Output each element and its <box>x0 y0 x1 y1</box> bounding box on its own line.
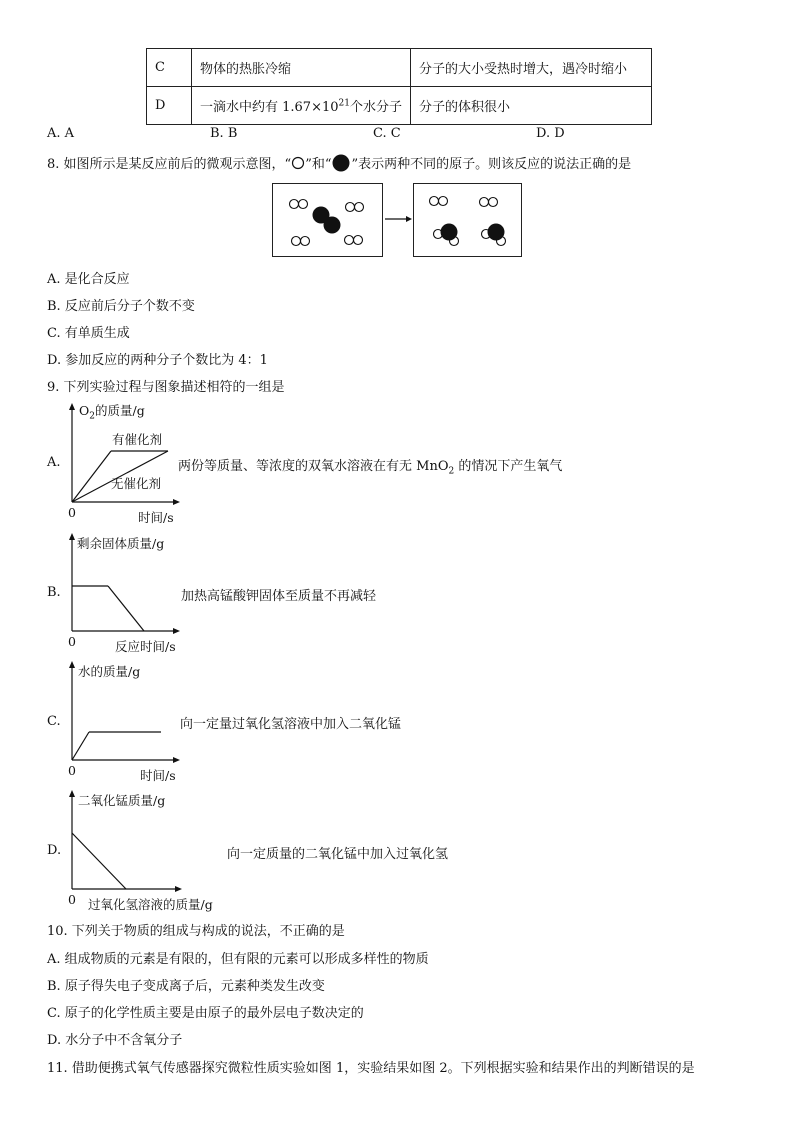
q11-stem: 11. 借助便携式氧气传感器探究微粒性质实验如图 1，实验结果如图 2。下列根据实验和结果作出的判断错误的是 <box>47 1061 695 1076</box>
q10-option-c: C. 原子的化学性质主要是由原子的最外层电子数决定的 <box>47 1006 364 1021</box>
graph-d-ylabel: 二氧化锰质量/g <box>78 793 166 808</box>
desc-text-end: 的情况下产生氧气 <box>454 459 563 474</box>
before-molecules <box>273 184 382 256</box>
q10-option-b: B. 原子得失电子变成离子后，元素种类发生改变 <box>47 979 325 994</box>
q8-option-b: B. 反应前后分子个数不变 <box>47 299 195 314</box>
q10-option-a: A. 组成物质的元素是有限的，但有限的元素可以形成多样性的物质 <box>47 952 429 967</box>
q8-stem <box>47 153 631 172</box>
graph-c-description: 向一定量过氧化氢溶液中加入二氧化锰 <box>180 717 402 732</box>
after-reaction-box <box>413 183 522 257</box>
q10-stem: 10. 下列关于物质的组成与构成的说法，不正确的是 <box>47 924 345 939</box>
graph-b-xlabel: 反应时间/s <box>115 639 176 654</box>
table-cell-option: C <box>147 49 192 87</box>
q8-option-c: C. 有单质生成 <box>47 326 130 341</box>
q7-choice-c: C. C <box>373 126 401 141</box>
q10-option-d: D. 水分子中不含氧分子 <box>47 1033 183 1048</box>
q8-stem-start: 8. 如图所示是某反应前后的微观示意图，“ <box>47 157 292 172</box>
graph-d-axes <box>65 788 190 898</box>
q7-choice-d: D. D <box>536 126 565 141</box>
q8-option-a: A. 是化合反应 <box>47 272 130 287</box>
q8-stem-end: ”表示两种不同的原子。则该反应的说法正确的是 <box>351 157 632 172</box>
graph-b-description: 加热高锰酸钾固体至质量不再减轻 <box>181 589 377 604</box>
reaction-arrow-icon <box>384 214 414 224</box>
q9-option-c-label: C. <box>47 714 61 729</box>
graph-d-description: 向一定质量的二氧化锰中加入过氧化氢 <box>227 847 449 862</box>
ylabel-text-end: 的质量/g <box>94 403 145 418</box>
graph-c-axes <box>65 659 185 769</box>
graph-a-axes <box>65 402 185 512</box>
q7-choice-a: A. A <box>47 126 75 141</box>
fact-text-end: 个水分子 <box>349 100 402 115</box>
q8-option-d: D. 参加反应的两种分子个数比为 4：1 <box>47 353 268 368</box>
ylabel-text: O <box>79 403 90 418</box>
desc-subscript: 2 <box>448 466 455 477</box>
graph-c-xlabel: 时间/s <box>140 768 176 783</box>
fact-exponent: 21 <box>338 98 350 109</box>
graph-a-xlabel: 时间/s <box>138 510 174 525</box>
answer-table <box>146 48 652 125</box>
q9-option-b-label: B. <box>47 585 61 600</box>
table-cell-fact <box>192 87 411 125</box>
table-cell-fact: 物体的热胀冷缩 <box>192 49 411 87</box>
table-row <box>147 49 652 87</box>
q9-option-d-label: D. <box>47 843 62 858</box>
mno2-mass-line <box>72 833 126 889</box>
graph-b-ylabel: 剩余固体质量/g <box>77 536 165 551</box>
graph-a-line2-label: 无催化剂 <box>111 476 162 491</box>
graph-d-xlabel: 过氧化氢溶液的质量/g <box>88 897 213 912</box>
graph-c-ylabel: 水的质量/g <box>78 664 141 679</box>
graph-a-line1-label: 有催化剂 <box>112 432 163 447</box>
catalyst-line <box>72 451 111 502</box>
table-row <box>147 87 652 125</box>
graph-b-axes <box>65 530 185 640</box>
before-reaction-box <box>272 183 383 257</box>
graph-b-origin: 0 <box>68 634 76 649</box>
fact-text: 一滴水中约有 1.67×10 <box>200 100 339 115</box>
ylabel-subscript: 2 <box>89 411 95 422</box>
table-cell-explanation: 分子的大小受热时增大，遇冷时缩小 <box>411 49 652 87</box>
table-cell-option: D <box>147 87 192 125</box>
desc-text: 两份等质量、等浓度的双氧水溶液在有无 MnO <box>178 459 449 474</box>
black-atom-icon <box>331 154 351 172</box>
water-mass-line <box>72 732 89 760</box>
graph-a-description <box>178 455 562 477</box>
white-atom-icon <box>291 156 305 170</box>
table-cell-explanation: 分子的体积很小 <box>411 87 652 125</box>
q9-option-a-label: A. <box>47 455 61 470</box>
q7-choice-b: B. B <box>210 126 238 141</box>
q9-stem: 9. 下列实验过程与图象描述相符的一组是 <box>47 380 285 395</box>
q8-stem-middle: ”和“ <box>305 157 332 172</box>
graph-a-origin: 0 <box>68 505 76 520</box>
after-molecules <box>414 184 521 256</box>
graph-c-origin: 0 <box>68 763 76 778</box>
graph-d-origin: 0 <box>68 892 76 907</box>
